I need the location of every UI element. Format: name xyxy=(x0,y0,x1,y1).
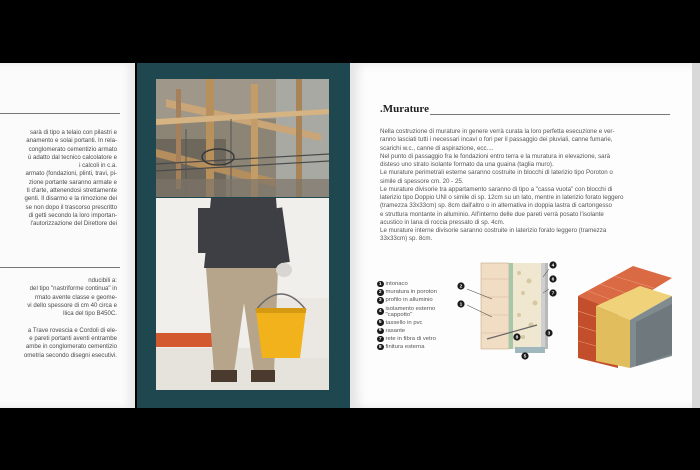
formwork-photo xyxy=(156,79,329,197)
diagram-marker-number: 1 xyxy=(459,302,463,308)
legend-number: 8 xyxy=(378,344,382,350)
diagram-marker-number: 8 xyxy=(515,335,519,341)
legend-item xyxy=(377,296,437,304)
wall-section-diagram xyxy=(457,259,561,361)
text-line: simile di spessore cm. 20 - 25. xyxy=(380,177,464,185)
diagram-marker-number: 7 xyxy=(551,291,555,297)
text-line: llica del tipo B450C. xyxy=(63,310,117,318)
diagram-marker-number: 3 xyxy=(547,331,551,337)
text-line: nducibili a: xyxy=(88,277,117,284)
text-line: ometria secondo disegni esecutivi. xyxy=(23,351,117,359)
text-line: scarichi w.c., canne di aspirazione, ecc.... xyxy=(380,144,494,152)
legend-label: rete in fibra di vetro xyxy=(385,336,436,343)
left-text-block-1 xyxy=(25,129,117,229)
text-line: e pareti portanti aventi entrambe xyxy=(29,335,117,343)
diagram-marker-number: 5 xyxy=(523,354,527,360)
text-line: ranno lasciati tutti i necessari incavi o fori per il passaggio dei pluviali, canne fumarie, xyxy=(380,136,613,144)
body-paragraphs xyxy=(380,128,680,244)
legend-label: rasante xyxy=(385,327,406,334)
text-line: (tramezza 33x33cm) sp. 8cm dall'altro o in alternativa in doppia lastra di cartongesso xyxy=(380,202,612,210)
legend-item xyxy=(377,343,437,351)
text-line: 33x33cm) sp. 8cm. xyxy=(380,235,433,243)
text-line: ambe in conglomerato cementizio xyxy=(25,343,117,351)
legend-number: 5 xyxy=(378,320,382,326)
text-line: Nella costruzione di murature in genere verrà curata la loro perfetta esecuzione e ver- xyxy=(380,128,615,135)
diagram-marker-number: 4 xyxy=(551,263,555,269)
wall-3d-render xyxy=(578,266,672,368)
text-line: acustico in lana di roccia pressato di sp. 4cm. xyxy=(380,218,505,226)
text-line: ti d'arte, attenendosi strettamente xyxy=(26,187,117,195)
text-line: i calcoli in c.a. xyxy=(79,162,117,170)
right-page xyxy=(350,63,696,408)
legend-item xyxy=(377,280,437,288)
legend-number: 4 xyxy=(378,309,382,315)
photo-panel xyxy=(137,63,350,408)
text-line: armato (fondazioni, plinti, travi, pi- xyxy=(25,170,117,178)
worker-photo xyxy=(156,198,329,390)
legend-number: 7 xyxy=(378,336,382,342)
legend-list xyxy=(377,280,437,351)
legend-number: 6 xyxy=(378,328,382,334)
text-line: Le murature divisorie tra appartamento saranno di tipo a "cassa vuota" con blocchi di xyxy=(380,185,613,193)
text-line: ù adatto dal tecnico calcolatore e xyxy=(27,153,117,161)
legend-label: tassello in pvc xyxy=(385,319,423,326)
section-rule xyxy=(0,267,120,268)
legend-label: isolamento esterno "cappotto" xyxy=(385,305,436,318)
section-heading: .Murature xyxy=(380,103,429,115)
legend-item xyxy=(377,305,437,319)
legend-label: finitura esterna xyxy=(385,344,425,351)
legend-number: 1 xyxy=(378,281,382,287)
text-line: Le murature perimetrali esterne saranno costruite in blocchi di laterizio tipo Poroton o xyxy=(380,169,613,177)
text-line: l'autorizzazione del Direttore dei xyxy=(30,220,117,228)
legend-item xyxy=(377,288,437,296)
text-line: conglomerato cementizio armato xyxy=(28,145,117,153)
text-line: vi dello spessore di cm 40 circa e xyxy=(27,301,117,309)
text-line: laterizio tipo Doppio UNI o simile di sp. 12cm su un lato, mentre in laterizio forato leggero xyxy=(380,194,624,201)
text-line: di getti secondo la loro importan- xyxy=(28,211,117,219)
text-line: Le murature interne divisorie saranno costruite in laterizio forato leggero (tramezza xyxy=(380,227,607,234)
legend-label: muratura in poroton xyxy=(385,289,437,296)
text-line: zione portante saranno armate e xyxy=(28,178,117,186)
left-text-block-2 xyxy=(24,277,117,360)
text-line xyxy=(24,318,117,326)
legend-item xyxy=(377,319,437,327)
text-line: disteso uno strato isolante formato da una guaina (taglia muro). xyxy=(380,161,554,168)
diagram-marker-number: 2 xyxy=(459,284,463,290)
legend-item xyxy=(377,335,437,343)
text-line: e struttura montante in alluminio. All'interno delle due pareti verrà posato l'isolante xyxy=(380,210,604,218)
legend-label: intonaco xyxy=(385,281,408,288)
text-line: sarà di tipo a telaio con pilastri e xyxy=(29,129,117,136)
text-line: genti. Il disarmo e la rimozione dei xyxy=(24,195,117,203)
next-page-edge xyxy=(692,63,700,408)
heading-bullet: . xyxy=(380,103,383,115)
diagram-marker-number: 6 xyxy=(551,277,555,283)
text-line: se non dopo il trascorso prescritto xyxy=(25,203,117,211)
legend-number: 3 xyxy=(378,297,382,303)
text-line: a Trave rovescia e Cordoli di ele- xyxy=(27,326,117,334)
text-line: rmato avente classe e geome- xyxy=(35,293,117,301)
left-page xyxy=(0,63,135,408)
text-line: del tipo "nastriforme continua" in xyxy=(29,285,117,293)
legend-item xyxy=(377,327,437,335)
legend-label: profilo in alluminio xyxy=(385,297,433,304)
text-line: Nel punto di passaggio fra le fondazioni entro terra e la muratura in elevazione, sarà xyxy=(380,152,611,160)
legend-number: 2 xyxy=(378,289,382,295)
section-rule xyxy=(0,113,120,114)
heading-rule xyxy=(430,114,670,115)
text-line: anamento e solai portanti. In rela- xyxy=(26,137,117,145)
